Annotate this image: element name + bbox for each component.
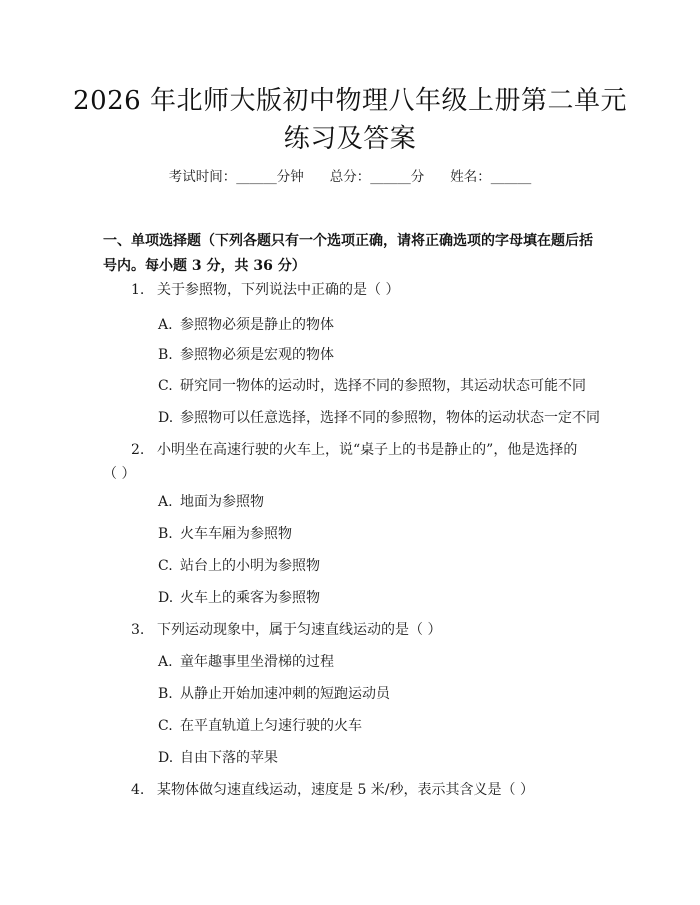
document-title: 2026 年北师大版初中物理八年级上册第二单元练习及答案 — [73, 86, 627, 154]
question-text: 某物体做匀速直线运动，速度是 5 米/秒，表示其含义是（ ） — [157, 782, 534, 798]
option-text: 从静止开始加速冲刺的短跑运动员 — [180, 686, 390, 702]
question-text: 下列运动现象中，属于匀速直线运动的是（ ） — [157, 622, 442, 638]
exam-time-blank: ______ — [236, 169, 277, 185]
question-2 — [131, 440, 577, 460]
option-text: 参照物必须是静止的物体 — [180, 317, 334, 333]
question-1-option-c — [158, 376, 586, 396]
option-letter: B. — [158, 526, 173, 542]
student-name-blank: ______ — [490, 169, 532, 185]
option-text: 在平直轨道上匀速行驶的火车 — [180, 718, 362, 734]
exam-meta-line — [0, 167, 700, 187]
question-3-option-d — [158, 748, 278, 768]
option-letter: B. — [158, 686, 173, 702]
option-text: 参照物可以任意选择，选择不同的参照物，物体的运动状态一定不同 — [180, 410, 600, 426]
option-text: 地面为参照物 — [180, 494, 264, 510]
section-heading-single-choice: 一、单项选择题（下列各题只有一个选项正确，请将正确选项的字母填在题后括号内。每小题 3 分，共 36 分） — [103, 233, 593, 274]
option-text: 自由下落的苹果 — [180, 750, 278, 766]
question-1-option-b — [158, 345, 334, 365]
option-letter: A. — [158, 654, 173, 670]
question-4 — [131, 780, 534, 800]
question-number: 3. — [131, 622, 145, 638]
question-3 — [131, 620, 441, 640]
question-number: 2. — [131, 442, 145, 458]
exam-time-unit: 分钟 — [276, 169, 304, 185]
question-2-option-b — [158, 524, 292, 544]
total-score-blank: ______ — [370, 169, 411, 185]
option-letter: A. — [158, 317, 173, 333]
option-letter: C. — [158, 378, 173, 394]
student-name-label: 姓名： — [450, 169, 491, 185]
option-text: 站台上的小明为参照物 — [180, 558, 320, 574]
question-number: 1. — [131, 282, 145, 298]
option-letter: B. — [158, 347, 173, 363]
question-3-option-b — [158, 684, 390, 704]
question-text: 小明坐在高速行驶的火车上，说“桌子上的书是静止的”，他是选择的 — [157, 442, 578, 458]
option-text: 童年趣事里坐滑梯的过程 — [180, 654, 334, 670]
question-3-option-a — [158, 652, 334, 672]
option-letter: D. — [158, 590, 174, 606]
question-1 — [131, 280, 399, 300]
question-1-option-a — [158, 315, 334, 335]
option-letter: A. — [158, 494, 173, 510]
option-text: 研究同一物体的运动时，选择不同的参照物，其运动状态可能不同 — [180, 378, 586, 394]
question-2-option-d — [158, 588, 320, 608]
option-letter: C. — [158, 558, 173, 574]
option-letter: D. — [158, 750, 174, 766]
question-2-option-a — [158, 492, 264, 512]
question-3-option-c — [158, 716, 362, 736]
question-number: 4. — [131, 782, 145, 798]
total-score-unit: 分 — [410, 169, 425, 185]
option-letter: D. — [158, 410, 174, 426]
option-text: 火车车厢为参照物 — [180, 526, 292, 542]
option-text: 火车上的乘客为参照物 — [180, 590, 320, 606]
question-2-text-continued: （ ） — [103, 466, 136, 482]
question-2-option-c — [158, 556, 320, 576]
question-1-option-d — [158, 408, 600, 428]
question-text: 关于参照物，下列说法中正确的是（ ） — [157, 282, 400, 298]
total-score-label: 总分： — [329, 169, 371, 185]
option-text: 参照物必须是宏观的物体 — [180, 347, 334, 363]
exam-time-label: 考试时间： — [168, 169, 237, 185]
option-letter: C. — [158, 718, 173, 734]
